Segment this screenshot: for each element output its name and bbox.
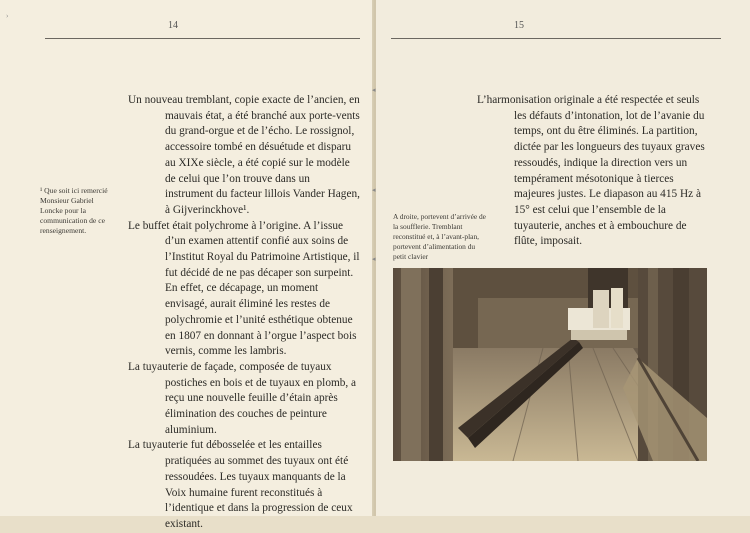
paragraph-harmonisation: L’harmonisation originale a été respectée et seuls les défauts d’intonation, lot de l’avanie du temps, ont du être éliminés. La partition, dictée par les longueurs des tuyaux graves ressoudés, indique la direction vers un tempérament mésotonique à tierces majeures justes. Le diapason au 415 Hz à 15° est celui que l’ensemble de la tuyauterie, anches et à embouchure de flûte, imposait. xyxy=(477,94,705,248)
edge-mark: ◂ xyxy=(372,86,376,94)
header-rule-left xyxy=(45,38,360,39)
organ-wind-trunk-photo xyxy=(393,268,707,461)
page-number-left: 14 xyxy=(168,20,178,31)
photo-illustration xyxy=(393,268,707,461)
edge-mark: ◂ xyxy=(372,186,376,194)
paragraph-buffet: Le buffet était polychrome à l’origine. A l’issue d’un examen attentif confié aux soins de l’Institut Royal du Patrimoine Artistique, il fut décidé de ne pas décaper son surpeint. En effet, ce décapage, un moment envisagé, aurait éliminé les restes de polychromie et l’unité esthétique obtenue en 1807 en donnant à l’orgue l’aspect bois vernis, comme les lambris. xyxy=(128,219,360,358)
header-rule-right xyxy=(391,38,721,39)
photo-caption: A droite, portevent d’arrivée de la soufflerie. Tremblant reconstitué et, à l’avant-plan, portevent d’alimentation du petit clavier xyxy=(393,212,486,261)
paragraph-tuyauterie: La tuyauterie fut débosselée et les entailles pratiquées au sommet des tuyaux ont été ressoudées. Les tuyaux manquants de la Voix humaine furent reconstitués à l’identique et dans la progression de ceux existant. xyxy=(128,439,353,530)
page-number-right: 15 xyxy=(514,20,524,31)
right-body-text xyxy=(477,93,707,250)
paragraph-tremblant: Un nouveau tremblant, copie exacte de l’ancien, en mauvais état, a été branché aux porte-vents du grand-orgue et de l’écho. Le rossignol, accessoire tombé en désuétude et disparu au XIXe siècle, a été copié sur le modèle de celui que l’on trouve dans un instrument du facteur lillois Vander Hagen, à Gijverinckhove¹. xyxy=(128,94,360,216)
paragraph-facade: La tuyauterie de façade, composée de tuyaux postiches en bois et de tuyaux en plomb, a reçu une nouvelle feuille d’étain après élimination des couches de peinture aluminium. xyxy=(128,360,357,436)
left-body-text xyxy=(128,93,360,533)
left-page xyxy=(0,0,374,530)
edge-mark: › xyxy=(6,12,9,20)
edge-mark: ◂ xyxy=(372,255,376,263)
footnote: ¹ Que soit ici remercié Monsieur Gabriel Loncke pour la communication de ce renseignement. xyxy=(40,186,108,235)
